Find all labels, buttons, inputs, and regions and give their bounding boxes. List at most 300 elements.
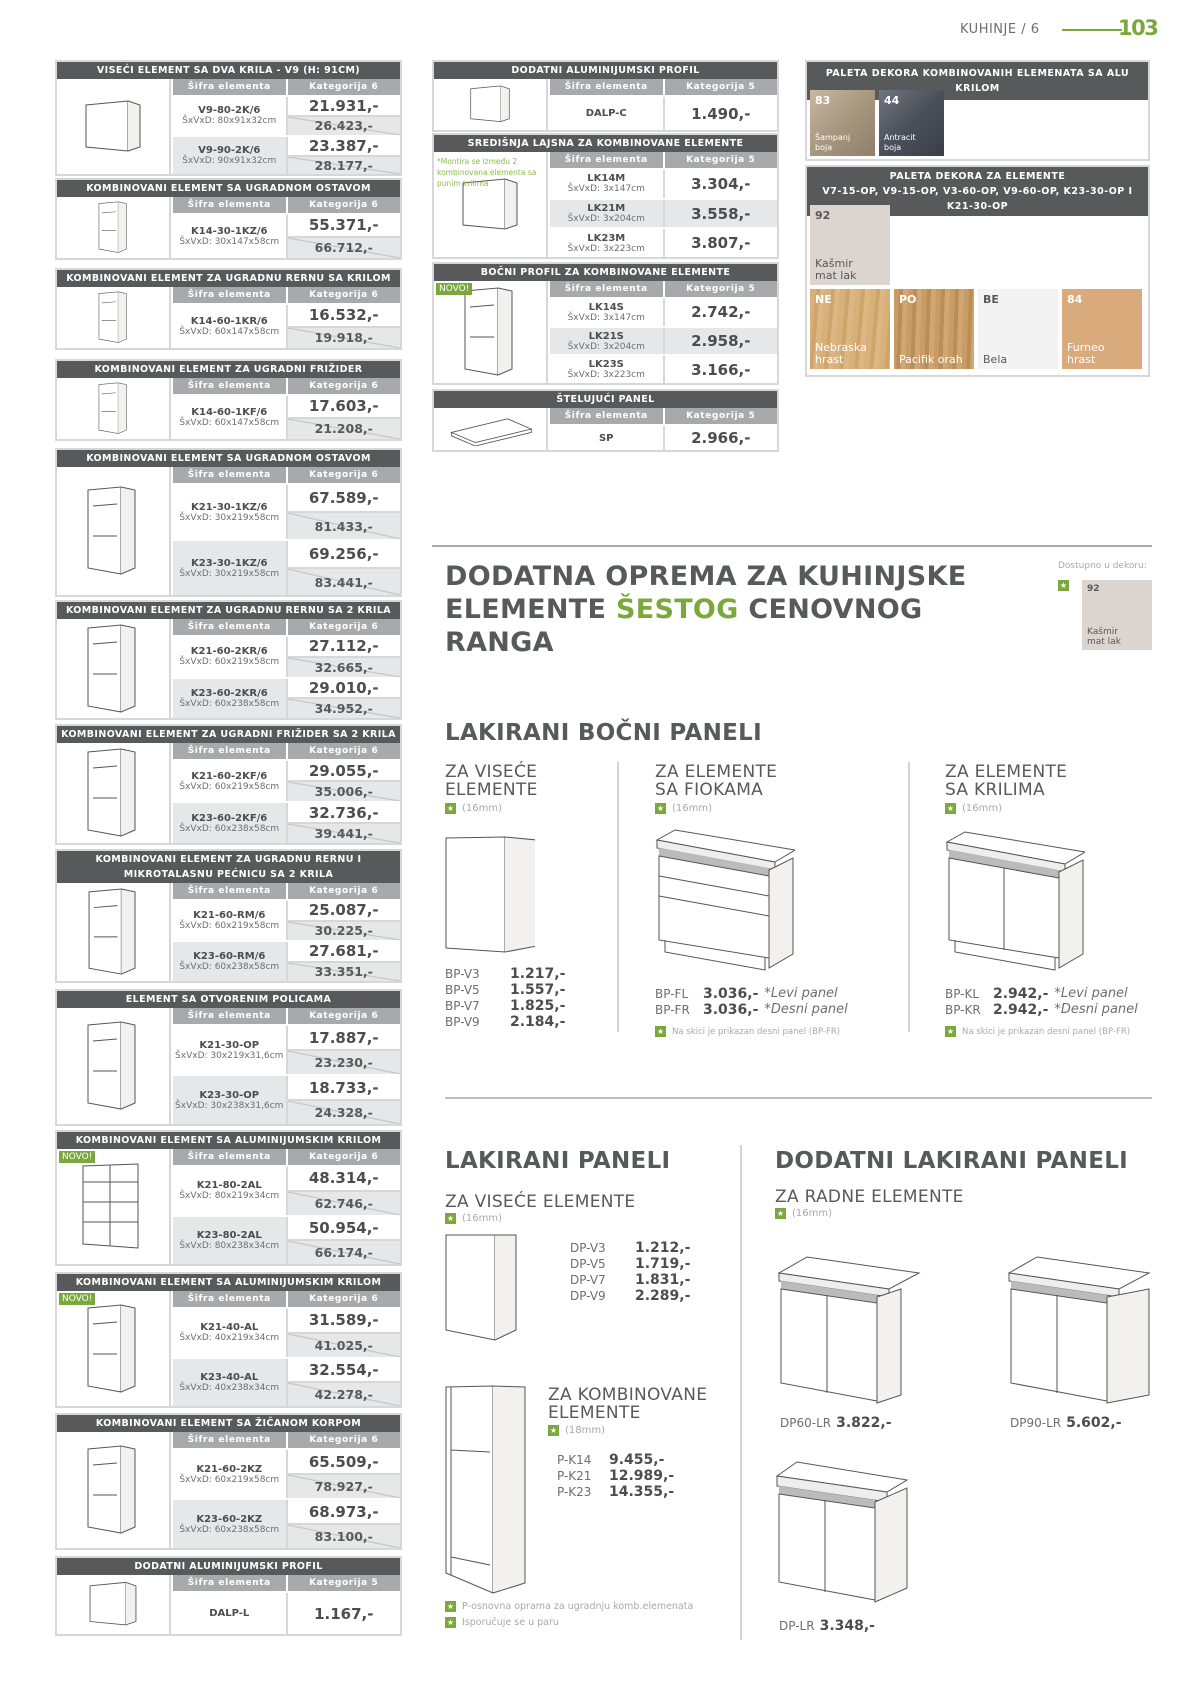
price-row (557, 1452, 674, 1468)
table-body (434, 408, 777, 450)
price-row (445, 982, 605, 998)
table-row[interactable] (171, 899, 400, 940)
thickness-value: (16mm) (962, 803, 1003, 814)
old-price-strikethrough: 34.952,- (288, 697, 401, 718)
code: DP-V3 (570, 1241, 606, 1255)
column-headers (171, 1575, 400, 1591)
product-sketch (96, 291, 131, 344)
code-column-header: Šifra elementa (171, 79, 286, 95)
table-body (57, 743, 400, 843)
price: 55.371,- (288, 215, 401, 236)
table-row[interactable] (171, 1357, 400, 1407)
category-column-header: Kategorija 5 (663, 152, 778, 168)
product-code: K14-60-1KF/6 (191, 407, 268, 418)
column-headers (171, 1008, 400, 1024)
thickness-value: (16mm) (462, 803, 503, 814)
table-row[interactable] (171, 1591, 400, 1634)
price-list (655, 986, 895, 1018)
product-code: K23-60-2KR/6 (190, 687, 268, 699)
price-cell (286, 637, 401, 677)
table-row[interactable] (171, 213, 400, 258)
table-row[interactable] (548, 326, 777, 355)
price: 3.822,- (836, 1415, 892, 1431)
price: 2.942,- (993, 1002, 1049, 1018)
column-headers (171, 467, 400, 483)
price-table (55, 60, 402, 176)
price: 27.681,- (288, 942, 401, 961)
price-cell (663, 356, 778, 383)
title-highlight: ŠESTOG (615, 594, 739, 625)
code: BP-V3 (445, 967, 480, 981)
price: 1.719,- (635, 1256, 691, 1272)
category-column-header: Kategorija 6 (286, 743, 401, 759)
product-code-cell (171, 679, 286, 719)
thickness-value: (16mm) (462, 1213, 503, 1224)
product-dimensions: ŠxVxD: 30x219x58cm (179, 512, 280, 523)
swatch-label: Pacifik orah (899, 353, 963, 366)
price-table (432, 133, 779, 259)
divider (445, 1097, 1152, 1099)
table-body (57, 1432, 400, 1548)
price: 9.455,- (609, 1452, 665, 1468)
page-title (445, 560, 1015, 659)
price: 67.589,- (288, 485, 401, 511)
table-title: KOMBINOVANI ELEMENT ZA UGRADNU RERNU SA KRILOM (57, 270, 400, 287)
code: P-K23 (557, 1485, 592, 1499)
price-table (55, 359, 402, 441)
swatch-83[interactable] (810, 90, 875, 156)
swatch-code: 92 (815, 209, 831, 222)
product-dimensions: ŠxVxD: 80x238x34cm (179, 1240, 280, 1251)
table-row[interactable] (171, 1215, 400, 1265)
table-body (434, 281, 777, 383)
tall-panel-sketch (445, 1385, 527, 1595)
table-body (434, 79, 777, 130)
old-price-strikethrough: 19.918,- (288, 326, 401, 349)
product-code: K21-60-RM/6 (193, 910, 266, 921)
code-column-header: Šifra elementa (171, 1432, 286, 1448)
swatch-label: Bela (983, 353, 1008, 366)
table-row[interactable] (171, 483, 400, 539)
table-title: KOMBINOVANI ELEMENT SA ALUMINIJUMSKIM KRILOM (57, 1132, 400, 1149)
table-title: DODATNI ALUMINIJUMSKI PROFIL (434, 62, 777, 79)
product-code: K23-60-RM/6 (193, 951, 266, 962)
product-sketch (96, 382, 131, 435)
price-cell (286, 215, 401, 258)
table-row[interactable] (171, 635, 400, 677)
table-columns (548, 281, 777, 383)
column-headers (548, 152, 777, 168)
price-cell (286, 1309, 401, 1357)
price-list (445, 966, 605, 1030)
swatch-label: Kašmir mat lak (1087, 627, 1121, 647)
category-column-header: Kategorija 6 (286, 79, 401, 95)
price-cell (286, 761, 401, 801)
old-price-strikethrough: 83.100,- (288, 1523, 401, 1548)
code-column-header: Šifra elementa (171, 287, 286, 303)
product-code-cell (171, 97, 286, 135)
table-body (57, 619, 400, 718)
category-column-header: Kategorija 5 (286, 1575, 401, 1591)
code-column-header: Šifra elementa (548, 79, 663, 95)
table-title: DODATNI ALUMINIJUMSKI PROFIL (57, 1558, 400, 1575)
price: 3.558,- (665, 200, 778, 228)
product-dimensions: ŠxVxD: 40x238x34cm (179, 1382, 280, 1393)
product-code-cell (171, 761, 286, 801)
product-sketch (83, 748, 143, 838)
star-icon: ★ (776, 1209, 785, 1218)
table-columns (171, 197, 400, 258)
product-code-cell (171, 637, 286, 677)
new-badge: NOVO! (59, 1293, 95, 1305)
table-row[interactable] (548, 95, 777, 130)
swatch-label: Šampanj boja (815, 133, 851, 152)
price-cell (286, 1593, 401, 1634)
old-price-strikethrough: 62.746,- (288, 1190, 401, 1215)
column-headers (171, 619, 400, 635)
price: 50.954,- (288, 1217, 401, 1240)
table-row[interactable] (171, 1074, 400, 1124)
old-price-strikethrough: 24.328,- (288, 1099, 401, 1124)
star-icon: ★ (656, 1027, 665, 1036)
product-code: LK21M (587, 203, 626, 214)
price-table (55, 724, 402, 845)
column-headers (171, 1432, 400, 1448)
product-image (57, 79, 171, 174)
table-columns (171, 79, 400, 174)
price-table (432, 262, 779, 385)
table-title: ŠTELUJUĆI PANEL (434, 391, 777, 408)
old-price-strikethrough: 33.351,- (288, 961, 401, 982)
swatch-po[interactable] (894, 289, 974, 369)
price-cell (286, 679, 401, 719)
product-code-cell (548, 200, 663, 228)
thickness-value: (18mm) (565, 1425, 606, 1436)
product-dimensions: ŠxVxD: 60x147x58cm (179, 327, 280, 337)
price-cell (286, 1450, 401, 1498)
table-row[interactable] (548, 354, 777, 383)
table-columns (171, 1291, 400, 1406)
code: BP-V5 (445, 983, 480, 997)
code-column-header: Šifra elementa (171, 1575, 286, 1591)
old-price-strikethrough: 35.006,- (288, 780, 401, 801)
note: *Desni panel (1054, 1002, 1138, 1017)
table-row[interactable] (171, 303, 400, 348)
group-title: ZA ELEMENTE SA KRILIMA (945, 762, 1068, 800)
column-headers (171, 883, 400, 899)
price-cell (286, 1217, 401, 1265)
product-code-cell (171, 803, 286, 843)
product-code-cell (171, 1500, 286, 1548)
code: BP-V7 (445, 999, 480, 1013)
table-row[interactable] (171, 1448, 400, 1498)
palette-alu (805, 60, 1150, 161)
product-code-cell (548, 170, 663, 198)
product-dimensions: ŠxVxD: 3x223cm (567, 243, 645, 254)
table-columns (171, 378, 400, 439)
product-image (434, 408, 548, 450)
price: 1.490,- (665, 97, 778, 130)
table-columns (548, 152, 777, 257)
table-body (57, 378, 400, 439)
product-sketch (460, 287, 520, 377)
table-title: KOMBINOVANI ELEMENT ZA UGRADNU RERNU SA 2 KRILA (57, 602, 400, 619)
price: 68.973,- (288, 1500, 401, 1523)
product-code-cell (171, 901, 286, 940)
price-list (557, 1452, 674, 1500)
table-row[interactable] (548, 198, 777, 228)
table-columns (171, 883, 400, 981)
palette-alu-title: PALETA DEKORA KOMBINOVANIH ELEMENATA SA ALU KRILOM (807, 62, 1148, 100)
table-body (57, 1291, 400, 1406)
old-price-strikethrough: 21.208,- (288, 417, 401, 440)
code-column-header: Šifra elementa (171, 1291, 286, 1307)
table-row[interactable] (548, 168, 777, 198)
price: 17.603,- (288, 396, 401, 417)
price-row (570, 1240, 690, 1256)
price-table (55, 178, 402, 260)
product-sketch (83, 1304, 143, 1394)
table-title: VISEĆI ELEMENT SA DVA KRILA - V9 (H: 91CM) (57, 62, 400, 79)
category-column-header: Kategorija 6 (286, 883, 401, 899)
product-image (434, 281, 548, 383)
table-body (57, 79, 400, 174)
price: 3.807,- (665, 229, 778, 257)
price-cell (663, 328, 778, 355)
table-row[interactable] (171, 1498, 400, 1548)
category-column-header: Kategorija 6 (286, 1291, 401, 1307)
product-image (57, 619, 171, 718)
product-code-cell (171, 396, 286, 439)
old-price-strikethrough: 42.278,- (288, 1381, 401, 1406)
price-cell (286, 97, 401, 135)
table-row[interactable] (171, 394, 400, 439)
product-dimensions: ŠxVxD: 60x238x58cm (179, 962, 280, 972)
table-columns (171, 1575, 400, 1634)
footnote (445, 1617, 559, 1628)
table-row[interactable] (548, 297, 777, 326)
code-column-header: Šifra elementa (171, 1008, 286, 1024)
product-code: K21-40-AL (200, 1322, 259, 1334)
product-code-cell (171, 541, 286, 595)
price: 29.010,- (288, 679, 401, 698)
product-dimensions: ŠxVxD: 30x238x31,6cm (175, 1100, 284, 1111)
table-row[interactable] (548, 424, 777, 450)
column-headers (171, 79, 400, 95)
star-icon: ★ (549, 1426, 558, 1435)
table-columns (548, 408, 777, 450)
code-column-header: Šifra elementa (548, 152, 663, 168)
table-body (57, 883, 400, 981)
price-row (557, 1468, 674, 1484)
price-table (55, 600, 402, 720)
available-label: Dostupno u dekoru: (1058, 561, 1147, 571)
divider (617, 762, 619, 1032)
code: DP-LR (779, 1619, 815, 1633)
swatch-label: Nebraska hrast (815, 341, 867, 366)
column-headers (171, 743, 400, 759)
group-title: ZA ELEMENTE SA FIOKAMA (655, 762, 778, 800)
available-swatch (1082, 580, 1152, 650)
price: 17.887,- (288, 1026, 401, 1049)
swatch-be[interactable] (978, 289, 1058, 369)
product-code-cell (171, 1217, 286, 1265)
product-image (434, 152, 548, 257)
product-code: K21-30-OP (199, 1039, 260, 1051)
product-code: K21-30-1KZ/6 (191, 501, 268, 513)
price-table (432, 60, 779, 132)
swatch-ne[interactable] (810, 289, 890, 369)
table-row[interactable] (171, 1024, 400, 1074)
price: 18.733,- (288, 1076, 401, 1099)
table-title: KOMBINOVANI ELEMENT ZA UGRADNU RERNU I MIKROTALASNU PEĆNICU SA 2 KRILA (57, 851, 400, 883)
swatch-84[interactable] (1062, 289, 1142, 369)
code-column-header: Šifra elementa (171, 743, 286, 759)
work-panel-sketch-lr (775, 1460, 910, 1605)
new-badge: NOVO! (436, 283, 472, 295)
table-row[interactable] (171, 1165, 400, 1215)
product-image (57, 1149, 171, 1264)
price-cell (286, 803, 401, 843)
door-cabinet-sketch (945, 828, 1085, 978)
price-table (55, 268, 402, 350)
star-icon: ★ (446, 1618, 455, 1627)
product-code-cell (171, 485, 286, 539)
price-table (55, 989, 402, 1126)
price: 32.736,- (288, 803, 401, 822)
code-column-header: Šifra elementa (171, 1149, 286, 1165)
price-cell (663, 97, 778, 130)
price: 27.112,- (288, 637, 401, 656)
new-badge: NOVO! (59, 1151, 95, 1163)
table-row[interactable] (171, 539, 400, 595)
product-image (57, 1291, 171, 1406)
price: 23.387,- (288, 137, 401, 155)
product-sketch (448, 412, 533, 446)
table-title: KOMBINOVANI ELEMENT ZA UGRADNI FRIŽIDER (57, 361, 400, 378)
price-row (1010, 1415, 1122, 1431)
price-list (945, 986, 1155, 1018)
product-code-cell (171, 1359, 286, 1407)
table-row[interactable] (171, 759, 400, 801)
old-price-strikethrough: 28.177,- (288, 155, 401, 175)
product-code: LK14M (587, 173, 626, 185)
star-icon: ★ (656, 804, 665, 813)
price-cell (663, 170, 778, 198)
table-title: KOMBINOVANI ELEMENT SA UGRADNOM OSTAVOM (57, 450, 400, 467)
category-column-header: Kategorija 6 (286, 197, 401, 213)
thickness (445, 803, 605, 814)
code: BP-KL (945, 987, 980, 1001)
code: DP-V5 (570, 1257, 606, 1271)
category-column-header: Kategorija 6 (286, 1432, 401, 1448)
swatch-44[interactable] (879, 90, 944, 156)
table-row[interactable] (171, 1307, 400, 1357)
code: BP-V9 (445, 1015, 480, 1029)
table-columns (171, 467, 400, 595)
table-title: KOMBINOVANI ELEMENT SA ALUMINIJUMSKIM KRILOM (57, 1274, 400, 1291)
side-panel-group-hanging (445, 763, 605, 1030)
price: 1.831,- (635, 1272, 691, 1288)
price: 2.289,- (635, 1288, 691, 1304)
footnote-text: Isporučuje se u paru (462, 1617, 559, 1628)
table-columns (171, 1432, 400, 1548)
table-body (57, 197, 400, 258)
swatch-92[interactable] (810, 205, 890, 285)
price-row (945, 1002, 1155, 1018)
product-image (57, 743, 171, 843)
price-cell (286, 1026, 401, 1074)
lacquered-panels-title: LAKIRANI PANELI (445, 1148, 671, 1174)
palette-elements (805, 165, 1150, 377)
price-cell (286, 1500, 401, 1548)
price-row (570, 1256, 690, 1272)
old-price-strikethrough: 83.441,- (288, 567, 401, 595)
product-code: K14-60-1KR/6 (190, 316, 268, 327)
price-table (55, 1130, 402, 1266)
price: 2.966,- (665, 426, 778, 450)
table-row[interactable] (171, 801, 400, 843)
table-body (57, 287, 400, 348)
price-table (55, 849, 402, 983)
code-column-header: Šifra elementa (171, 378, 286, 394)
price-row (557, 1484, 674, 1500)
column-headers (171, 1291, 400, 1307)
product-code-cell (548, 229, 663, 257)
old-price-strikethrough: 30.225,- (288, 920, 401, 941)
table-row[interactable] (171, 135, 400, 175)
price: 1.212,- (635, 1240, 691, 1256)
price-table (55, 1556, 402, 1636)
divider (740, 1145, 742, 1640)
price: 1.825,- (510, 998, 566, 1014)
product-dimensions: ŠxVxD: 80x219x34cm (179, 1191, 280, 1202)
note: *Levi panel (764, 986, 838, 1001)
price: 3.166,- (665, 356, 778, 383)
table-row[interactable] (171, 940, 400, 981)
table-body (57, 1008, 400, 1124)
price-table (55, 448, 402, 597)
price-table (55, 1272, 402, 1408)
category-column-header: Kategorija 6 (286, 467, 401, 483)
price-cell (663, 426, 778, 450)
table-row[interactable] (548, 227, 777, 257)
table-row[interactable] (171, 95, 400, 135)
product-code: LK23M (587, 232, 626, 244)
product-code-cell (548, 328, 663, 355)
divider (908, 762, 910, 1032)
table-row[interactable] (171, 677, 400, 719)
product-dimensions: ŠxVxD: 60x219x58cm (179, 657, 280, 668)
code: P-K21 (557, 1469, 592, 1483)
product-code-cell (171, 1026, 286, 1074)
product-image (57, 883, 171, 981)
product-dimensions: ŠxVxD: 3x147cm (567, 312, 645, 323)
column-headers (548, 408, 777, 424)
category-column-header: Kategorija 5 (663, 79, 778, 95)
code: DP-V7 (570, 1273, 606, 1287)
swatch-code: NE (815, 293, 832, 306)
code: DP90-LR (1010, 1416, 1062, 1430)
product-image (57, 1432, 171, 1548)
old-price-strikethrough: 81.433,- (288, 511, 401, 539)
product-code: K23-80-2AL (196, 1229, 262, 1241)
mounting-note: *Montira se između 2 kombinovana elementa sa punim krilima (437, 157, 537, 188)
price: 3.348,- (819, 1618, 875, 1634)
price-row (570, 1288, 690, 1304)
product-dimensions: ŠxVxD: 60x219x58cm (179, 781, 280, 792)
table-columns (171, 1008, 400, 1124)
